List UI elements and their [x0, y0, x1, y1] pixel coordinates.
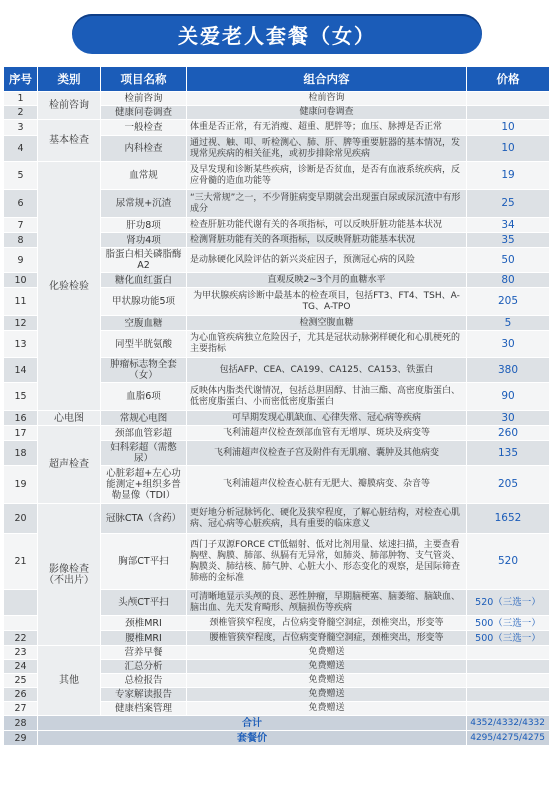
row-content: 检测肾脏功能有关的各项指标，以反映肾脏功能基本状况 — [187, 233, 467, 248]
row-item: 专家解读报告 — [101, 688, 187, 702]
row-price: 5 — [467, 316, 550, 331]
row-item: 甲状腺功能5项 — [101, 288, 187, 316]
row-content: 更好地分析冠脉钙化、硬化及狭窄程度，了解心脏结构，对检查心肌病、冠心病等心脏疾病，具有重要的临床意义 — [187, 504, 467, 534]
row-item: 颈椎MRI — [101, 616, 187, 631]
row-item: 胸部CT平扫 — [101, 534, 187, 590]
row-content: 飞利浦超声仪检查子宫及附件有无肌瘤、囊肿及其他病变 — [187, 441, 467, 466]
row-price: 19 — [467, 162, 550, 190]
row-content: 颈椎管狭窄程度，占位病变脊髓空洞症，颈椎突出，形变等 — [187, 616, 467, 631]
row-seq: 26 — [4, 688, 38, 702]
row-content: 及早发现和诊断某些疾病，诊断是否贫血，是否有血液系统疾病，反应骨髓的造血功能等 — [187, 162, 467, 190]
row-price — [467, 702, 550, 716]
row-item: 糖化血红蛋白 — [101, 273, 187, 288]
package-price-label: 套餐价 — [38, 731, 467, 746]
row-item: 肾功4项 — [101, 233, 187, 248]
row-item: 汇总分析 — [101, 660, 187, 674]
table-row — [4, 162, 550, 190]
row-seq: 22 — [4, 631, 38, 646]
row-content: 免费赠送 — [187, 674, 467, 688]
row-content: 检测空腹血糖 — [187, 316, 467, 331]
row-content: 免费赠送 — [187, 660, 467, 674]
header-content: 组合内容 — [187, 67, 467, 92]
category-basic: 基本检查 — [38, 120, 101, 162]
total-seq: 28 — [4, 716, 38, 731]
row-price: 260 — [467, 426, 550, 441]
row-content: 免费赠送 — [187, 646, 467, 660]
row-seq: 24 — [4, 660, 38, 674]
row-price: 1652 — [467, 504, 550, 534]
row-item: 头颅CT平扫 — [101, 590, 187, 616]
header-category: 类别 — [38, 67, 101, 92]
row-price: 30 — [467, 331, 550, 358]
row-price: 500（三选一） — [467, 616, 550, 631]
row-seq: 23 — [4, 646, 38, 660]
row-content: 反映体内脂类代谢情况，包括总胆固醇、甘油三酯、高密度脂蛋白、低密度脂蛋白、小而密低密度脂蛋白 — [187, 383, 467, 411]
row-price: 35 — [467, 233, 550, 248]
row-content: 检前咨询 — [187, 92, 467, 106]
row-price — [467, 646, 550, 660]
row-item: 尿常规+沉渣 — [101, 190, 187, 218]
category-lab: 化验检验 — [38, 162, 101, 411]
row-price — [467, 674, 550, 688]
row-seq — [4, 590, 38, 616]
row-seq: 8 — [4, 233, 38, 248]
row-item: 血常规 — [101, 162, 187, 190]
row-seq: 18 — [4, 441, 38, 466]
row-price: 380 — [467, 358, 550, 383]
row-seq: 12 — [4, 316, 38, 331]
category-other: 其他 — [38, 646, 101, 716]
row-content: 腰椎管狭窄程度，占位病变脊髓空洞症，颈椎突出，形变等 — [187, 631, 467, 646]
package-table — [3, 66, 550, 746]
row-seq: 2 — [4, 106, 38, 120]
table-row — [4, 411, 550, 426]
row-price — [467, 660, 550, 674]
row-seq: 25 — [4, 674, 38, 688]
row-price: 80 — [467, 273, 550, 288]
row-item: 检前咨询 — [101, 92, 187, 106]
category-ecg: 心电图 — [38, 411, 101, 426]
row-content: 健康问卷调查 — [187, 106, 467, 120]
row-item: 总检报告 — [101, 674, 187, 688]
row-item: 内科检查 — [101, 136, 187, 162]
row-content: “三大常规”之一，不少肾脏病变早期就会出现蛋白尿或尿沉渣中有形成分 — [187, 190, 467, 218]
table-row — [4, 504, 550, 534]
row-price: 520 — [467, 534, 550, 590]
package-price-value: 4295/4275/4275 — [467, 731, 550, 746]
row-item: 冠脉CTA（含药） — [101, 504, 187, 534]
row-price — [467, 688, 550, 702]
package-title: 关爱老人套餐（女） — [72, 14, 482, 54]
row-seq: 19 — [4, 466, 38, 504]
row-content: 直观反映2~3个月的血糖水平 — [187, 273, 467, 288]
row-price: 25 — [467, 190, 550, 218]
category-pre-consult: 检前咨询 — [38, 92, 101, 120]
total-row — [4, 716, 550, 731]
row-seq: 3 — [4, 120, 38, 136]
row-seq: 27 — [4, 702, 38, 716]
row-item: 肿瘤标志物全套（女） — [101, 358, 187, 383]
row-seq: 7 — [4, 218, 38, 233]
row-content: 西门子双源FORCE CT低辐射、低对比剂用量、炫速扫描，主要查看胸壁、胸膜、肺部、纵膈有无异常，如肺炎、肺部肿物、支气管炎、胸膜炎、肺结核、肺气肿、心脏大小、形态变化的观察，是国际筛查肺癌的金标准 — [187, 534, 467, 590]
total-label: 合计 — [38, 716, 467, 731]
row-seq: 1 — [4, 92, 38, 106]
row-item: 常规心电图 — [101, 411, 187, 426]
row-price: 205 — [467, 466, 550, 504]
row-content: 为甲状腺疾病诊断中最基本的检查项目，包括FT3、FT4、TSH、A-TG、A-TPO — [187, 288, 467, 316]
table-row — [4, 120, 550, 136]
row-content: 是动脉硬化风险评估的新兴炎症因子，预测冠心病的风险 — [187, 248, 467, 273]
row-seq: 16 — [4, 411, 38, 426]
row-content: 飞利浦超声仪检查颈部血管有无增厚、斑块及病变等 — [187, 426, 467, 441]
row-price — [467, 92, 550, 106]
row-price: 135 — [467, 441, 550, 466]
row-seq: 20 — [4, 504, 38, 534]
row-seq: 14 — [4, 358, 38, 383]
row-content: 可早期发现心肌缺血、心律失常、冠心病等疾病 — [187, 411, 467, 426]
category-ultrasound: 超声检查 — [38, 426, 101, 504]
package-price-row — [4, 731, 550, 746]
row-price: 10 — [467, 136, 550, 162]
row-item: 肝功8项 — [101, 218, 187, 233]
row-item: 脂蛋白相关磷脂酶A2 — [101, 248, 187, 273]
category-imaging: 影像检查（不出片） — [38, 504, 101, 646]
row-item: 颈部血管彩超 — [101, 426, 187, 441]
row-seq: 5 — [4, 162, 38, 190]
row-price: 205 — [467, 288, 550, 316]
row-item: 心脏彩超+左心功能测定+组织多普勒显像（TDI） — [101, 466, 187, 504]
row-item: 营养早餐 — [101, 646, 187, 660]
row-seq: 6 — [4, 190, 38, 218]
row-item: 血脂6项 — [101, 383, 187, 411]
row-seq: 21 — [4, 534, 38, 590]
row-price: 500（三选一） — [467, 631, 550, 646]
row-seq — [4, 616, 38, 631]
row-item: 健康问卷调查 — [101, 106, 187, 120]
row-content: 可清晰地显示头颅的良、恶性肿瘤，早期脑梗塞、脑萎缩、脑缺血、脑出血、先天发育畸形、颅脑损伤等疾病 — [187, 590, 467, 616]
table-row — [4, 92, 550, 106]
row-price — [467, 106, 550, 120]
row-price: 10 — [467, 120, 550, 136]
row-seq: 9 — [4, 248, 38, 273]
row-price: 50 — [467, 248, 550, 273]
row-seq: 10 — [4, 273, 38, 288]
total-price: 4352/4332/4332 — [467, 716, 550, 731]
row-item: 妇科彩超（需憋尿） — [101, 441, 187, 466]
row-item: 同型半胱氨酸 — [101, 331, 187, 358]
row-seq: 4 — [4, 136, 38, 162]
row-item: 腰椎MRI — [101, 631, 187, 646]
row-seq: 11 — [4, 288, 38, 316]
row-item: 一般检查 — [101, 120, 187, 136]
row-item: 健康档案管理 — [101, 702, 187, 716]
table-row — [4, 426, 550, 441]
row-price: 30 — [467, 411, 550, 426]
row-content: 免费赠送 — [187, 702, 467, 716]
table-header — [4, 67, 550, 92]
row-content: 检查肝脏功能代谢有关的各项指标，可以反映肝脏功能基本状况 — [187, 218, 467, 233]
row-content: 通过视、触、叩、听检测心、肺、肝、脾等重要脏器的基本情况，发现常见疾病的相关征兆，或初步排除常见疾病 — [187, 136, 467, 162]
header-seq: 序号 — [4, 67, 38, 92]
row-price: 34 — [467, 218, 550, 233]
package-seq: 29 — [4, 731, 38, 746]
header-item: 项目名称 — [101, 67, 187, 92]
row-price: 90 — [467, 383, 550, 411]
row-seq: 13 — [4, 331, 38, 358]
header-price: 价格 — [467, 67, 550, 92]
row-content: 飞利浦超声仪检查心脏有无肥大、瓣膜病变、杂音等 — [187, 466, 467, 504]
row-content: 体重是否正常，有无消瘦、超重、肥胖等；血压、脉搏是否正常 — [187, 120, 467, 136]
table-row — [4, 646, 550, 660]
row-price: 520（三选一） — [467, 590, 550, 616]
row-content: 免费赠送 — [187, 688, 467, 702]
row-seq: 15 — [4, 383, 38, 411]
row-content: 为心血管疾病独立危险因子，尤其是冠状动脉粥样硬化和心肌梗死的主要指标 — [187, 331, 467, 358]
row-item: 空腹血糖 — [101, 316, 187, 331]
row-content: 包括AFP、CEA、CA199、CA125、CA153、铁蛋白 — [187, 358, 467, 383]
row-seq: 17 — [4, 426, 38, 441]
